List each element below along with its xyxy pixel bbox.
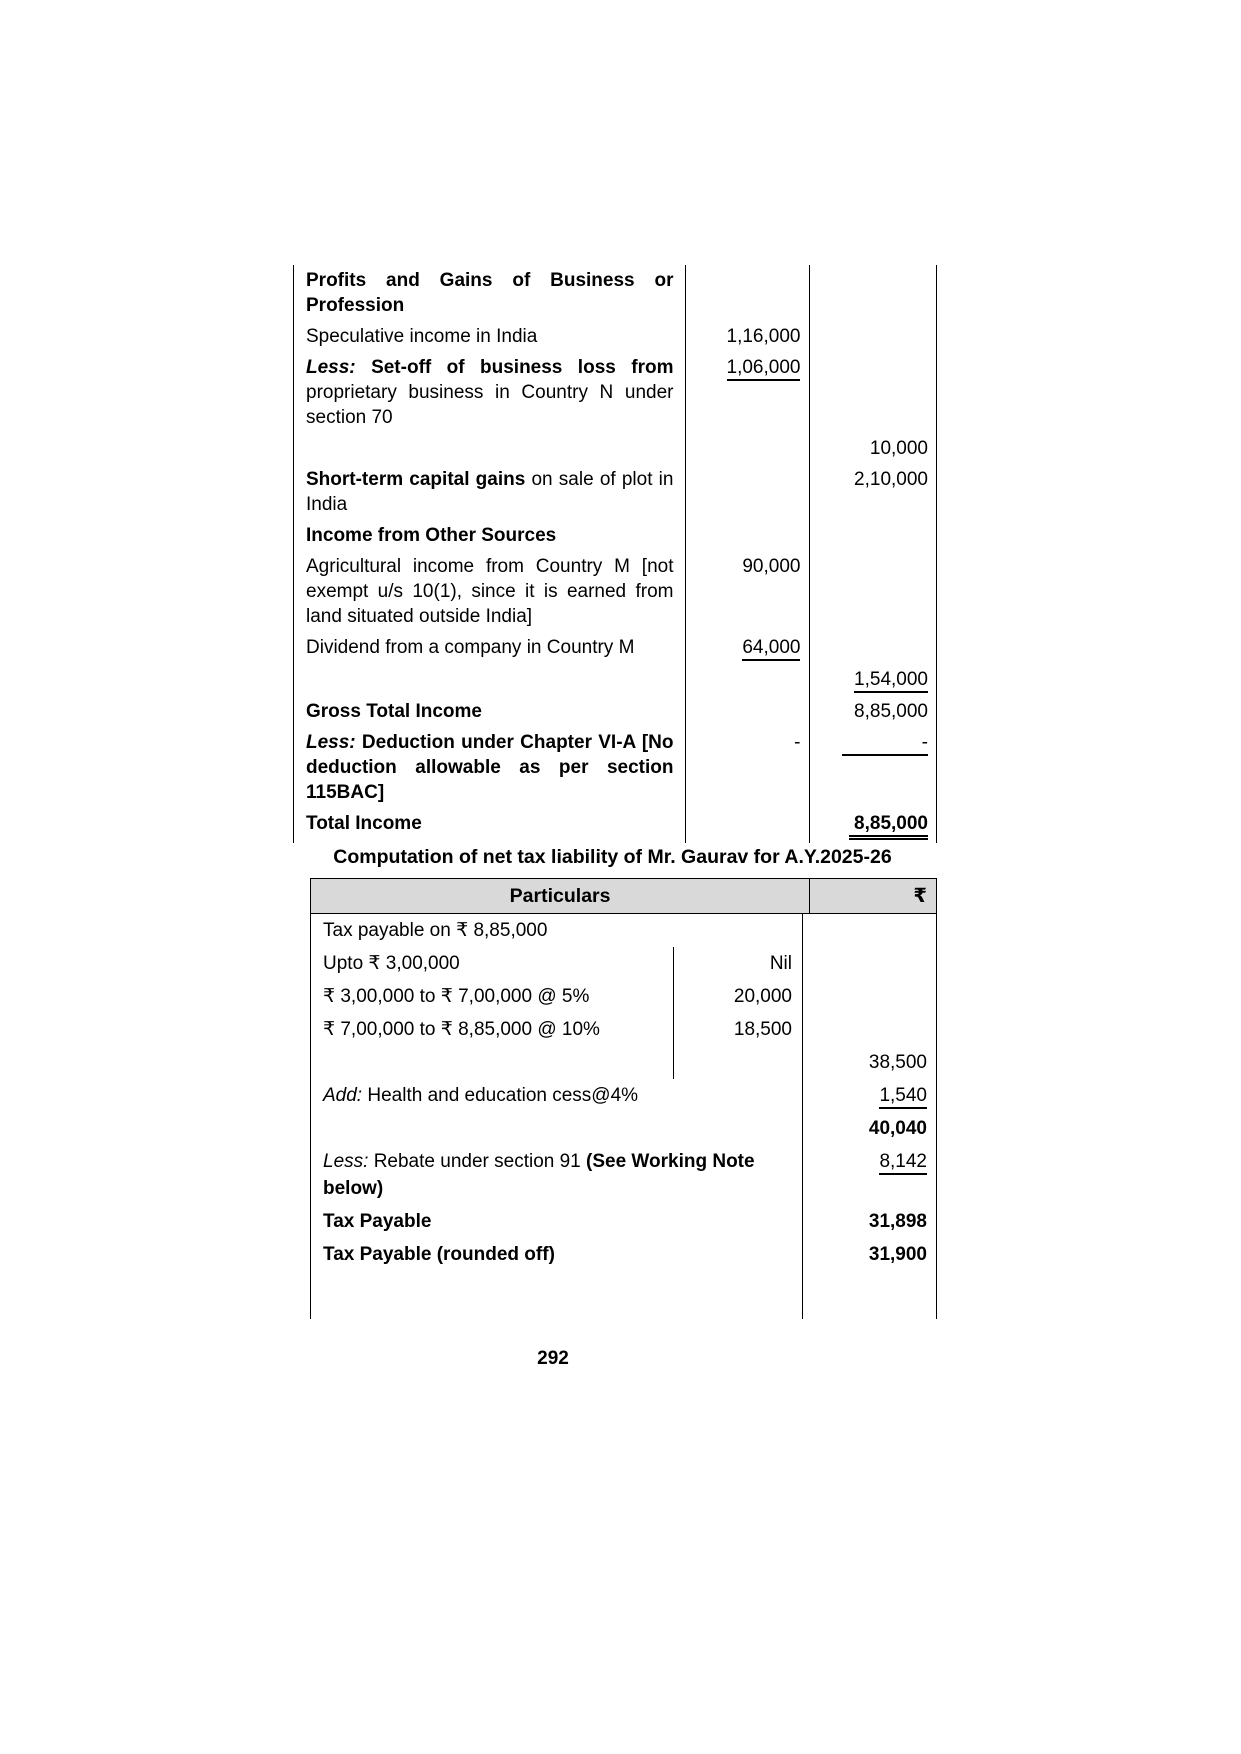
text-segment: Upto ₹ 3,00,000 (323, 953, 460, 974)
text-segment: Agricultural income from Country M [not exempt u/s 10(1), since it is earned from land situated outside India] (306, 556, 674, 627)
amount-value: - (842, 731, 928, 756)
sub-amount-cell (673, 980, 802, 1013)
amount-cell (802, 980, 936, 1013)
amount-col1-cell (686, 664, 810, 696)
amount-cell (802, 947, 936, 980)
particulars-cell (294, 664, 686, 696)
particulars-cell (294, 632, 686, 664)
tax-liability-table (310, 878, 937, 1319)
text-segment: proprietary business in Country N under section 70 (306, 382, 674, 428)
amount-value: 90,000 (742, 556, 801, 577)
amount-value: 1,540 (879, 1084, 927, 1109)
amount-value: 8,142 (879, 1150, 927, 1175)
particulars-cell (311, 914, 802, 947)
text-segment: Total Income (306, 813, 422, 834)
table-row (294, 808, 937, 843)
table-row (311, 914, 936, 947)
amount-col2-cell (810, 664, 937, 696)
particulars-cell (294, 433, 686, 464)
amount-value: Nil (769, 953, 792, 974)
table-row (311, 947, 936, 980)
amount-cell (802, 1079, 936, 1112)
text-segment: Less: (306, 357, 356, 378)
text-segment: Add: (323, 1085, 363, 1106)
amount-col1-cell (686, 433, 810, 464)
text-segment: on sale of plot in India (306, 469, 674, 515)
text-segment: Less: (306, 732, 356, 753)
text-segment: Health and education cess@4% (362, 1085, 639, 1106)
table-row (311, 1112, 936, 1145)
text-segment: ₹ 3,00,000 to ₹ 7,00,000 @ 5% (323, 986, 590, 1007)
table-row (311, 1205, 936, 1238)
amount-col1-cell (686, 727, 810, 808)
amount-col1-cell (686, 321, 810, 352)
amount-col2-cell (810, 352, 937, 433)
table-row (294, 265, 937, 321)
particulars-cell (294, 352, 686, 433)
amount-col2-cell (810, 464, 937, 520)
table-row (311, 980, 936, 1013)
amount-value: 18,500 (733, 1019, 792, 1040)
amount-value: 64,000 (742, 636, 800, 661)
amount-cell (802, 914, 936, 947)
table-row (294, 727, 937, 808)
table-filler-row (311, 1271, 936, 1319)
text-segment: Income from Other Sources (306, 525, 557, 546)
amount-cell (802, 1238, 936, 1271)
amount-cell (802, 1112, 936, 1145)
amount-col2-cell (810, 632, 937, 664)
table-row (311, 1013, 936, 1046)
text-segment: Short-term capital gains (306, 469, 526, 490)
amount-col2-cell (810, 321, 937, 352)
text-segment: ₹ 7,00,000 to ₹ 8,85,000 @ 10% (323, 1019, 600, 1040)
particulars-cell (294, 808, 686, 843)
amount-value: 20,000 (733, 986, 792, 1007)
text-segment: (See Working Note below) (323, 1151, 755, 1199)
text-segment: Set-off of business loss from (355, 357, 674, 378)
amount-col1-cell (686, 352, 810, 433)
sub-amount-cell (673, 1013, 802, 1046)
particulars-cell (294, 464, 686, 520)
amount-value: 10,000 (869, 438, 928, 459)
income-computation-table (293, 265, 937, 843)
table-row (294, 433, 937, 464)
amount-col1-cell (686, 808, 810, 843)
particulars-cell (294, 551, 686, 632)
particulars-cell (311, 1046, 673, 1079)
table-row (311, 1046, 936, 1079)
amount-col1-cell (686, 632, 810, 664)
amount-col1-cell (686, 520, 810, 551)
amount-col1-cell (686, 696, 810, 727)
amount-cell (802, 1271, 936, 1319)
header-particulars: Particulars (509, 885, 611, 907)
table-header-row (311, 878, 936, 914)
text-segment: Rebate under section 91 (368, 1151, 587, 1172)
particulars-cell (311, 1013, 673, 1046)
amount-col2-cell (810, 433, 937, 464)
amount-value: 1,16,000 (726, 326, 801, 347)
section-heading: Computation of net tax liability of Mr. Gaurav for A.Y.2025-26 (333, 846, 892, 868)
table-row (294, 321, 937, 352)
amount-col2-cell (810, 551, 937, 632)
particulars-cell (294, 696, 686, 727)
table-row (294, 352, 937, 433)
amount-value: 2,10,000 (854, 469, 928, 490)
amount-cell (802, 1205, 936, 1238)
particulars-cell (294, 727, 686, 808)
particulars-cell (311, 1145, 802, 1205)
text-segment: Speculative income in India (306, 326, 538, 347)
particulars-cell (311, 947, 673, 980)
amount-value: 1,06,000 (727, 356, 801, 381)
header-amount-rupee: ₹ (809, 879, 936, 913)
particulars-cell (311, 1271, 802, 1319)
table-row (294, 520, 937, 551)
text-segment: Tax payable on ₹ 8,85,000 (323, 920, 548, 941)
table-row (294, 464, 937, 520)
text-segment: Tax Payable (rounded off) (323, 1244, 555, 1265)
amount-col2-cell (810, 808, 937, 843)
text-segment: Gross Total Income (306, 701, 482, 722)
text-segment: Profits and Gains of Business or Profession (306, 270, 674, 316)
table-row (294, 632, 937, 664)
sub-amount-cell (673, 947, 802, 980)
amount-cell (802, 1145, 936, 1205)
amount-value: 8,85,000 (854, 701, 928, 722)
table-row (311, 1238, 936, 1271)
table-row (294, 551, 937, 632)
table-row (311, 1145, 936, 1205)
page-number: 292 (537, 1348, 569, 1369)
text-segment: Deduction under Chapter VI-A [No deduction allowable as per section 115BAC] (306, 732, 674, 803)
table-row (311, 1079, 936, 1112)
amount-col2-cell (810, 727, 937, 808)
table-body (311, 914, 936, 1319)
amount-col1-cell (686, 551, 810, 632)
amount-col2-cell (810, 520, 937, 551)
amount-value: 40,040 (868, 1118, 927, 1139)
amount-cell (802, 1046, 936, 1079)
amount-value: - (794, 732, 801, 753)
sub-amount-cell (673, 1046, 802, 1079)
amount-value: 31,898 (868, 1211, 927, 1232)
amount-col1-cell (686, 265, 810, 321)
particulars-cell (311, 980, 673, 1013)
amount-col1-cell (686, 464, 810, 520)
amount-value: 31,900 (868, 1244, 927, 1265)
particulars-cell (311, 1205, 802, 1238)
table-row (294, 664, 937, 696)
particulars-cell (294, 265, 686, 321)
amount-value: 8,85,000 (849, 812, 928, 840)
amount-cell (802, 1013, 936, 1046)
table-row (294, 696, 937, 727)
particulars-cell (311, 1079, 802, 1112)
particulars-cell (294, 520, 686, 551)
text-segment: Tax Payable (323, 1211, 432, 1232)
amount-value: 1,54,000 (854, 668, 928, 693)
amount-col2-cell (810, 696, 937, 727)
particulars-cell (294, 321, 686, 352)
text-segment: Less: (323, 1151, 369, 1172)
text-segment: Dividend from a company in Country M (306, 637, 635, 658)
particulars-cell (311, 1112, 802, 1145)
amount-value: 38,500 (868, 1052, 927, 1073)
particulars-cell (311, 1238, 802, 1271)
amount-col2-cell (810, 265, 937, 321)
